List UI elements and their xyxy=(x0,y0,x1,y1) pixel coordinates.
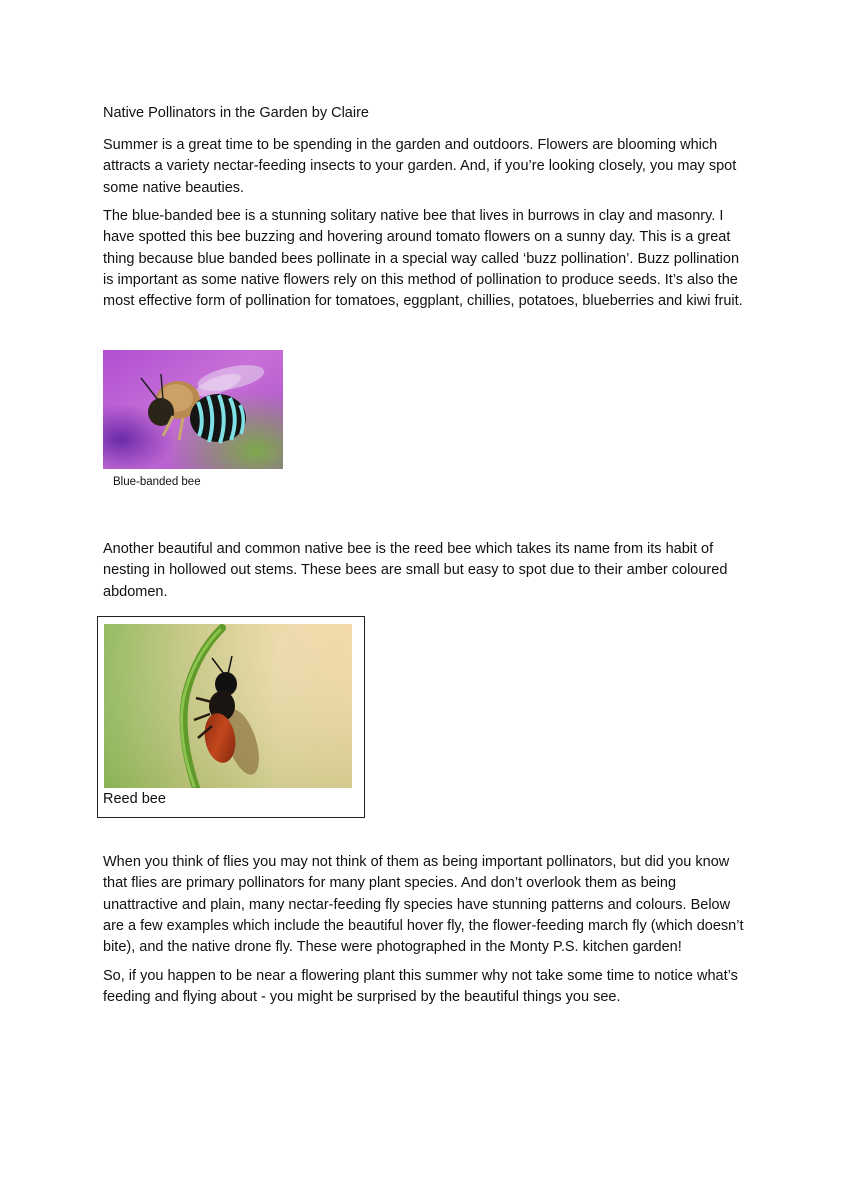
closing-paragraph: So, if you happen to be near a flowering plant this summer why not take some time to notice what’s feeding and flying about - you might be surprised by the beautiful things you see. xyxy=(103,968,738,1006)
intro-paragraph: Summer is a great time to be spending in the garden and outdoors. Flowers are blooming which attracts a variety nectar-feeding insects to your garden. And, if you’re looking closely, you may spot some native beauties. xyxy=(103,137,737,196)
blue-banded-bee-photo xyxy=(103,350,283,469)
reed-bee-caption: Reed bee xyxy=(103,791,166,807)
document-title: Native Pollinators in the Garden by Claire xyxy=(103,105,369,121)
reed-bee-photo xyxy=(104,624,352,788)
reed-bee-paragraph: Another beautiful and common native bee is the reed bee which takes its name from its habit of nesting in hollowed out stems. These bees are small but easy to spot due to their amber coloured abdomen. xyxy=(103,541,728,600)
blue-banded-bee-caption: Blue-banded bee xyxy=(113,476,201,488)
blue-banded-bee-paragraph: The blue-banded bee is a stunning solitary native bee that lives in burrows in clay and masonry. I have spotted this bee buzzing and hovering around tomato flowers on a sunny day. This is a great thing because blue banded bees pollinate in a special way called ‘buzz pollination’. Buzz pollination is important as some native flowers rely on this method of pollination to produce seeds. It’s also the most effective form of pollination for tomatoes, eggplant, chillies, potatoes, blueberries and kiwi fruit. xyxy=(103,208,743,310)
flies-paragraph: When you think of flies you may not think of them as being important pollinators, but did you know that flies are primary pollinators for many plant species. And don’t overlook them as being unattractive and plain, many nectar-feeding fly species have stunning patterns and colours. Below are a few examples which include the beautiful hover fly, the flower-feeding march fly (which doesn’t bite), and the native drone fly. These were photographed in the Monty P.S. kitchen garden! xyxy=(103,854,744,956)
